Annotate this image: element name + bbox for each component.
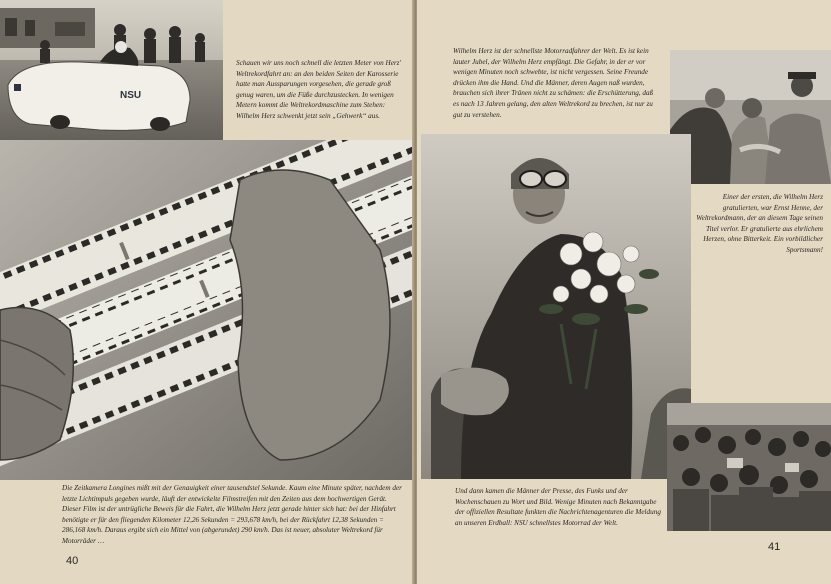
caption-bottom-right: Und dann kamen die Männer der Presse, des Funks und der Wochenschauen zu Wort und Bild. Wenige Minuten nach Bekanntgabe der offiziellen Resultate funkten die Nachrichtenagenturen die Meldung an unseren Erdball: NSU schnellstes Motorrad der Welt. [455, 487, 661, 527]
photo-press-crowd [667, 403, 831, 531]
photo-streamliner [0, 0, 223, 150]
caption-bottom-left: Die Zeitkamera Longines mißt mit der Genauigkeit einer tausendstel Sekunde. Kaum eine Minute später, nachdem der letzte Lichtimpuls gegeben wurde, läuft der entwickelte Filmstreifen mit den Zeiten aus dem hochwertigen Gerät. Dieser Film ist der untrügliche Beweis für die Fahrt, die Wilhelm Herz jetzt gerade hinter sich hat: bei der Hinfahrt benötigte er für den fliegenden Kilometer 12,26 Sekunden = 293,678 km/h, bei der Rückfahrt 12,38 Sekunden = 286,168 km/h. Daraus ergibt sich ein Mittel von (abgerundet) 290 km/h. Das ist neuer, absoluter Weltrekord für Motorräder … [62, 484, 402, 545]
film-strip-illustration [0, 140, 412, 480]
caption-side-right: Einer der ersten, die Wilhelm Herz gratulierten, war Ernst Henne, der Weltrekordmann, der an diesem Tage seinen Titel verlor. Er gratulierte aus ehrlichem Herzen, ohne Bitterkeit. Ein vorbildlicher Sportsmann! [696, 193, 823, 254]
handshake-illustration [670, 50, 831, 184]
left-page [0, 0, 414, 584]
page-number-right: 41 [768, 541, 781, 553]
streamliner-illustration [0, 0, 223, 150]
caption-top-right: Wilhelm Herz ist der schnellste Motorradfahrer der Welt. Es ist kein lauter Jubel, der Wilhelm Herz empfängt. Die Gefahr, in der er vor wenigen Minuten noch schwebte, ist nicht vergessen. Seine Freunde drücken ihm die Hand. Und die Männer, deren Augen naß wurden, brauchen sich ihrer Tränen nicht zu schämen: die Erschütterung, daß es nach 13 Jahren gelang, den alten Weltrekord zu brechen, ist nur zu gut zu verstehen. [453, 47, 654, 119]
rider-illustration [421, 134, 691, 479]
right-page [417, 0, 831, 584]
caption-top-left: Schauen wir uns noch schnell die letzten Meter von Herz' Weltrekordfahrt an: an den beiden Seiten der Karosserie hatte man Aussparungen vorgesehen, die gerade groß genug waren, um die Füße durchzustecken. In wenigen Metern kommt die Weltrekordmaschine zum Stehen: Wilhelm Herz schwenkt jetzt sein „Gehwerk“ aus. [236, 59, 402, 120]
photo-rider-flowers [421, 134, 691, 479]
crowd-illustration [667, 403, 831, 531]
page-number-left: 40 [66, 555, 79, 567]
photo-handshake [670, 50, 831, 184]
nsu-badge: NSU [120, 90, 142, 101]
photo-film-strip [0, 140, 412, 480]
